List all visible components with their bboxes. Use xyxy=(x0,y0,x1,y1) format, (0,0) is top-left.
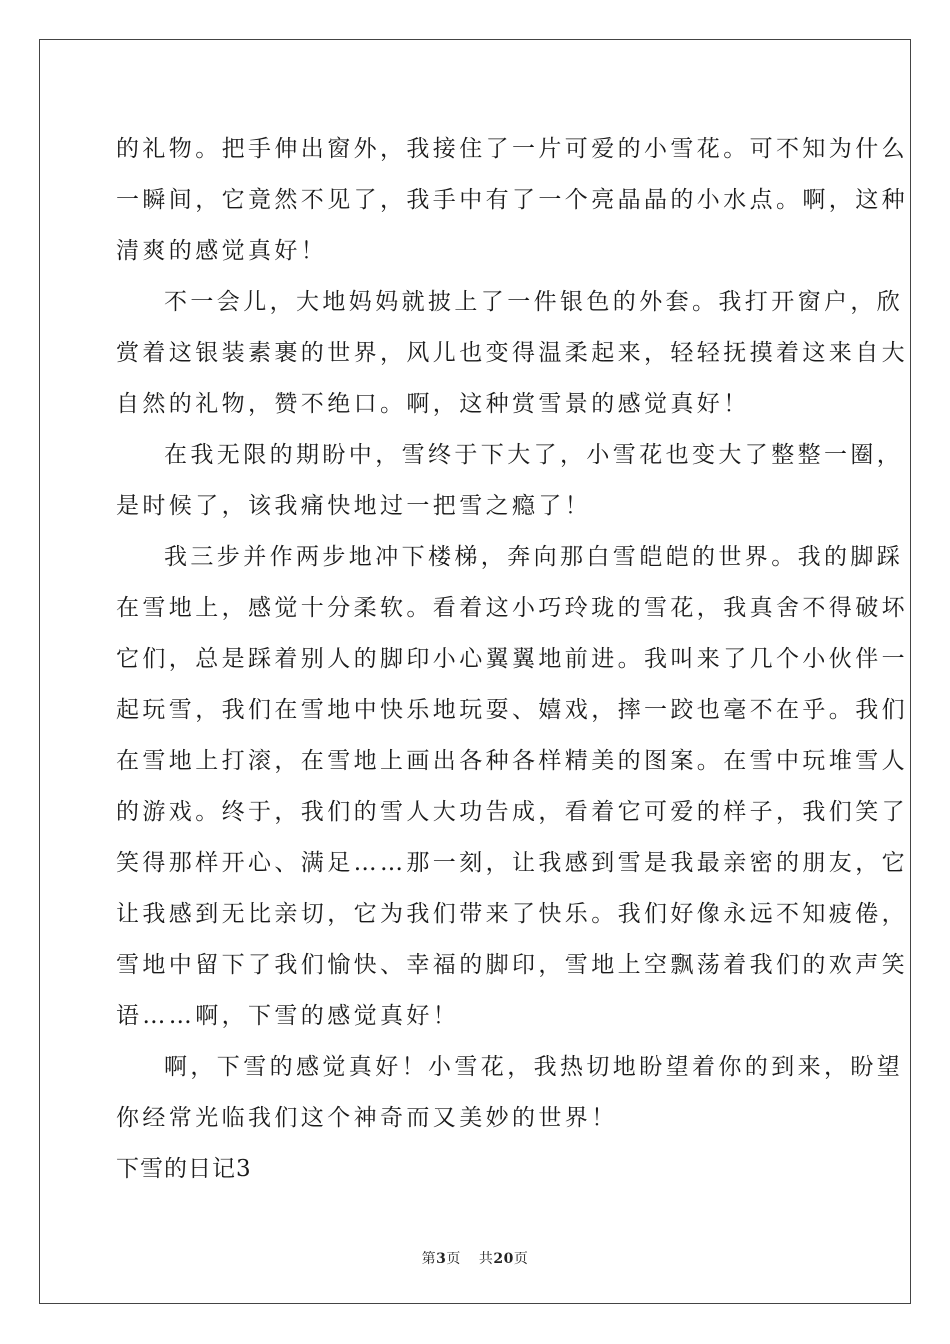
paragraph-start-line: 我三步并作两步地冲下楼梯，奔向那白雪皑皑的世界。我的脚踩 xyxy=(164,544,904,570)
body-line: 一瞬间，它竟然不见了，我手中有了一个亮晶晶的小水点。啊，这种 xyxy=(116,187,908,213)
total-prefix: 共 xyxy=(478,1251,494,1267)
document-body xyxy=(116,124,908,1195)
body-line: 清爽的感觉真好！ xyxy=(116,238,328,264)
body-line: 让我感到无比亲切，它为我们带来了快乐。我们好像永远不知疲倦， xyxy=(116,901,908,927)
body-line: 在雪地上打滚，在雪地上画出各种各样精美的图案。在雪中玩堆雪人 xyxy=(116,748,908,774)
body-line: 自然的礼物，赞不绝口。啊，这种赏雪景的感觉真好！ xyxy=(116,391,750,417)
body-line: 语……啊，下雪的感觉真好！ xyxy=(116,1003,460,1029)
page-prefix: 第 xyxy=(421,1251,437,1267)
body-line: 雪地中留下了我们愉快、幸福的脚印，雪地上空飘荡着我们的欢声笑 xyxy=(116,952,908,978)
body-line: 是时候了，该我痛快地过一把雪之瘾了！ xyxy=(116,493,592,519)
body-line: 你经常光临我们这个神奇而又美妙的世界！ xyxy=(116,1105,618,1131)
total-suffix: 页 xyxy=(513,1251,529,1267)
page-suffix: 页 xyxy=(446,1251,461,1267)
total-page-count: 20 xyxy=(493,1251,514,1267)
paragraph-start-line: 啊，下雪的感觉真好！小雪花，我热切地盼望着你的到来，盼望 xyxy=(164,1054,904,1080)
section-heading: 下雪的日记3 xyxy=(116,1156,252,1182)
body-line: 的礼物。把手伸出窗外，我接住了一片可爱的小雪花。可不知为什么 xyxy=(116,136,908,162)
body-line: 起玩雪，我们在雪地中快乐地玩耍、嬉戏，摔一跤也毫不在乎。我们 xyxy=(116,697,908,723)
page-footer xyxy=(0,1248,950,1268)
body-line: 笑得那样开心、满足……那一刻，让我感到雪是我最亲密的朋友，它 xyxy=(116,850,908,876)
current-page-number: 3 xyxy=(436,1251,447,1267)
body-line: 赏着这银装素裹的世界，风儿也变得温柔起来，轻轻抚摸着这来自大 xyxy=(116,340,908,366)
body-line: 在雪地上，感觉十分柔软。看着这小巧玲珑的雪花，我真舍不得破坏 xyxy=(116,595,908,621)
paragraph-start-line: 不一会儿，大地妈妈就披上了一件银色的外套。我打开窗户，欣 xyxy=(164,289,904,315)
paragraph-start-line: 在我无限的期盼中，雪终于下大了，小雪花也变大了整整一圈， xyxy=(164,442,904,468)
body-line: 它们，总是踩着别人的脚印小心翼翼地前进。我叫来了几个小伙伴一 xyxy=(116,646,908,672)
body-line: 的游戏。终于，我们的雪人大功告成，看着它可爱的样子，我们笑了 xyxy=(116,799,908,825)
